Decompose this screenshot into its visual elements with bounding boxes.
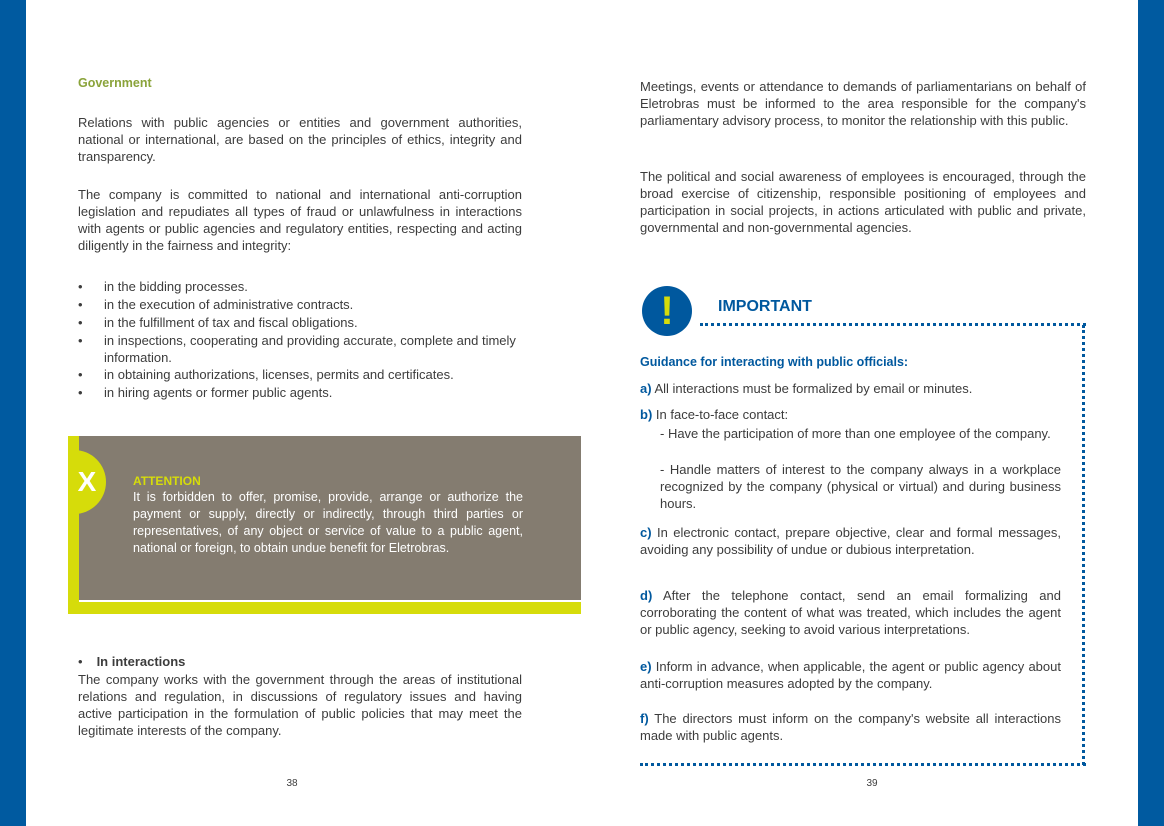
left-page-edge: [0, 0, 26, 826]
guidance-item-e: e) Inform in advance, when applicable, the agent or public agency about anti-corruption measures adopted by the company.: [640, 659, 1061, 691]
guidance-item-b-sub2: - Handle matters of interest to the company always in a workplace recognized by the company (physical or virtual) and during business hours.: [660, 462, 1061, 511]
exclamation-icon: !: [642, 286, 692, 336]
guidance-item-c: c) In electronic contact, prepare objective, clear and formal messages, avoiding any possibility of undue or dubious interpretation.: [640, 525, 1061, 557]
important-title: IMPORTANT: [718, 298, 812, 315]
interactions-paragraph: The company works with the government through the areas of institutional relations and regulation, in discussions of regulatory issues and having active participation in the formulation of public policies that may meet the legitimate interests of the company.: [78, 672, 522, 738]
attention-bottom-bar: [68, 602, 581, 614]
guidance-item-b: b) In face-to-face contact:: [640, 407, 789, 422]
dotted-border-top: [700, 323, 1086, 326]
list-item: • in the fulfillment of tax and fiscal obligations.: [78, 314, 522, 332]
attention-title: ATTENTION: [133, 474, 201, 488]
commitment-paragraph: The company is committed to national and international anti-corruption legislation and repudiates all types of fraud or unlawfulness in interactions with agents or public agencies and regulatory entities, respecting and acting diligently in the fairness and integrity:: [78, 187, 522, 253]
list-item: • in hiring agents or former public agents.: [78, 384, 522, 402]
list-item: • in the bidding processes.: [78, 278, 522, 296]
guidance-item-a: a) All interactions must be formalized by email or minutes.: [640, 381, 973, 396]
awareness-paragraph: The political and social awareness of employees is encouraged, through the broad exercise of citizenship, responsible positioning of employees and participation in social projects, in actions articulated with public and private, governmental and non-governmental agencies.: [640, 169, 1086, 235]
guidance-title: Guidance for interacting with public officials:: [640, 355, 909, 369]
dotted-border-right: [1082, 325, 1085, 765]
intro-paragraph: Relations with public agencies or entities and government authorities, national or international, are based on the principles of ethics, integrity and transparency.: [78, 115, 522, 164]
list-item: • in the execution of administrative contracts.: [78, 296, 522, 314]
right-page-edge: [1138, 0, 1164, 826]
left-page: [78, 0, 522, 826]
guidance-item-d: d) After the telephone contact, send an email formalizing and corroborating the content of what was treated, which includes the agent or public agency, seeking to avoid various interpretations.: [640, 588, 1061, 637]
guidance-item-b-sub1: - Have the participation of more than one employee of the company.: [660, 426, 1051, 441]
meetings-paragraph: Meetings, events or attendance to demands of parliamentarians on behalf of Eletrobras must be informed to the area responsible for the company's parliamentary advisory process, to monitor the relationship with this public.: [640, 79, 1086, 128]
integrity-list: [78, 278, 522, 402]
page-number-left: 38: [286, 778, 298, 789]
page-number-right: 39: [866, 778, 878, 789]
list-item: • in inspections, cooperating and providing accurate, complete and timely information.: [78, 332, 522, 366]
attention-text: It is forbidden to offer, promise, provide, arrange or authorize the payment or supply, directly or indirectly, through third parties or representatives, of any object or service of value to a public agent, national or foreign, to obtain undue benefit for Eletrobras.: [133, 490, 523, 555]
list-item: • in obtaining authorizations, licenses, permits and certificates.: [78, 366, 522, 384]
dotted-border-bottom: [640, 763, 1086, 766]
attention-box: [68, 436, 581, 614]
section-heading: Government: [78, 76, 152, 90]
guidance-item-f: f) The directors must inform on the company's website all interactions made with public agents.: [640, 711, 1061, 743]
interactions-heading: • In interactions: [78, 654, 186, 669]
x-icon: X: [68, 450, 106, 514]
